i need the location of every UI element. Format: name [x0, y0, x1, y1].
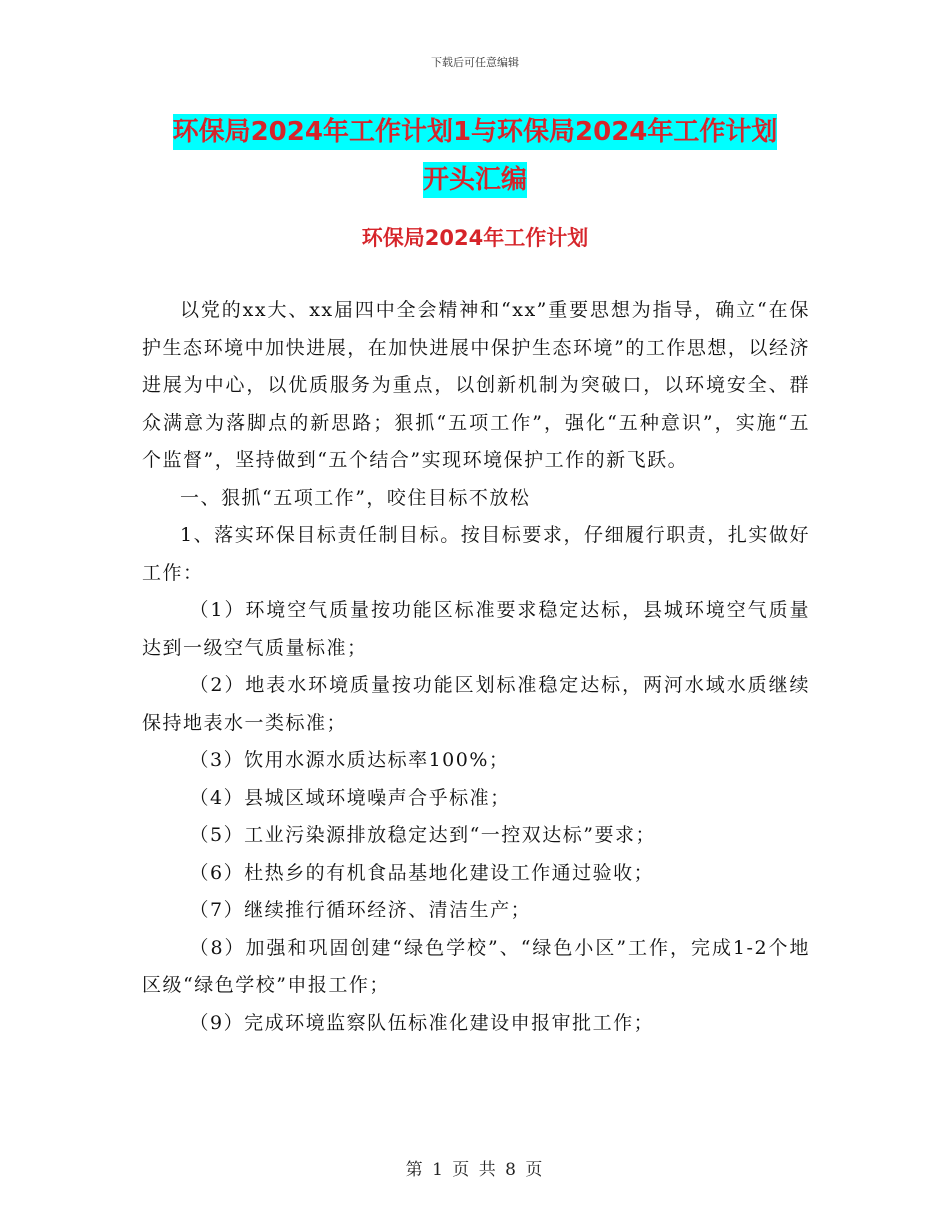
list-item: （5）工业污染源排放稳定达到“一控双达标”要求； — [189, 824, 657, 846]
list-item: （9）完成环境监察队伍标准化建设申报审批工作； — [189, 1011, 655, 1034]
section-heading-1: 一、狠抓“五项工作”，咬住目标不放松 — [180, 486, 531, 509]
subsection-paragraph-1: 1、落实环保目标责任制目标。按目标要求，仔细履行职责，扎实做好工作： — [142, 524, 810, 584]
document-title-line-2: 开头汇编 — [423, 162, 527, 198]
list-item: （1）环境空气质量按功能区标准要求稳定达标，县城环境空气质量达到一级空气质量标准； — [142, 599, 810, 659]
intro-paragraph: 以党的xx大、xx届四中全会精神和“xx”重要思想为指导，确立“在保护生态环境中加快进展，在加快进展中保护生态环境”的工作思想，以经济进展为中心，以优质服务为重点，以创新机制为突破口，以环境安全、群众满意为落脚点的新思路；狠抓“五项工作”，强化“五种意识”，实施“五个监督”，坚持做到“五个结合”实现环境保护工作的新飞跃。 — [142, 299, 810, 471]
document-body — [142, 292, 810, 1042]
list-item: （4）县城区域环境噪声合乎标准； — [189, 786, 511, 809]
list-item: （8）加强和巩固创建“绿色学校”、“绿色小区”工作，完成1-2个地区级“绿色学校”申报工作； — [142, 936, 810, 996]
header-note: 下载后可任意编辑 — [431, 56, 519, 69]
list-item: （2）地表水环境质量按功能区划标准稳定达标，两河水域水质继续保持地表水一类标准； — [142, 674, 810, 734]
page-footer: 第 1 页 共 8 页 — [405, 1160, 545, 1180]
document-title — [140, 108, 810, 204]
section-title: 环保局2024年工作计划 — [361, 226, 589, 250]
document-title-line-1: 环保局2024年工作计划1与环保局2024年工作计划 — [173, 114, 778, 150]
list-item: （6）杜热乡的有机食品基地化建设工作通过验收； — [189, 861, 655, 884]
list-item: （7）继续推行循环经济、清洁生产； — [189, 899, 532, 921]
list-item: （3）饮用水源水质达标率100%； — [189, 749, 510, 771]
